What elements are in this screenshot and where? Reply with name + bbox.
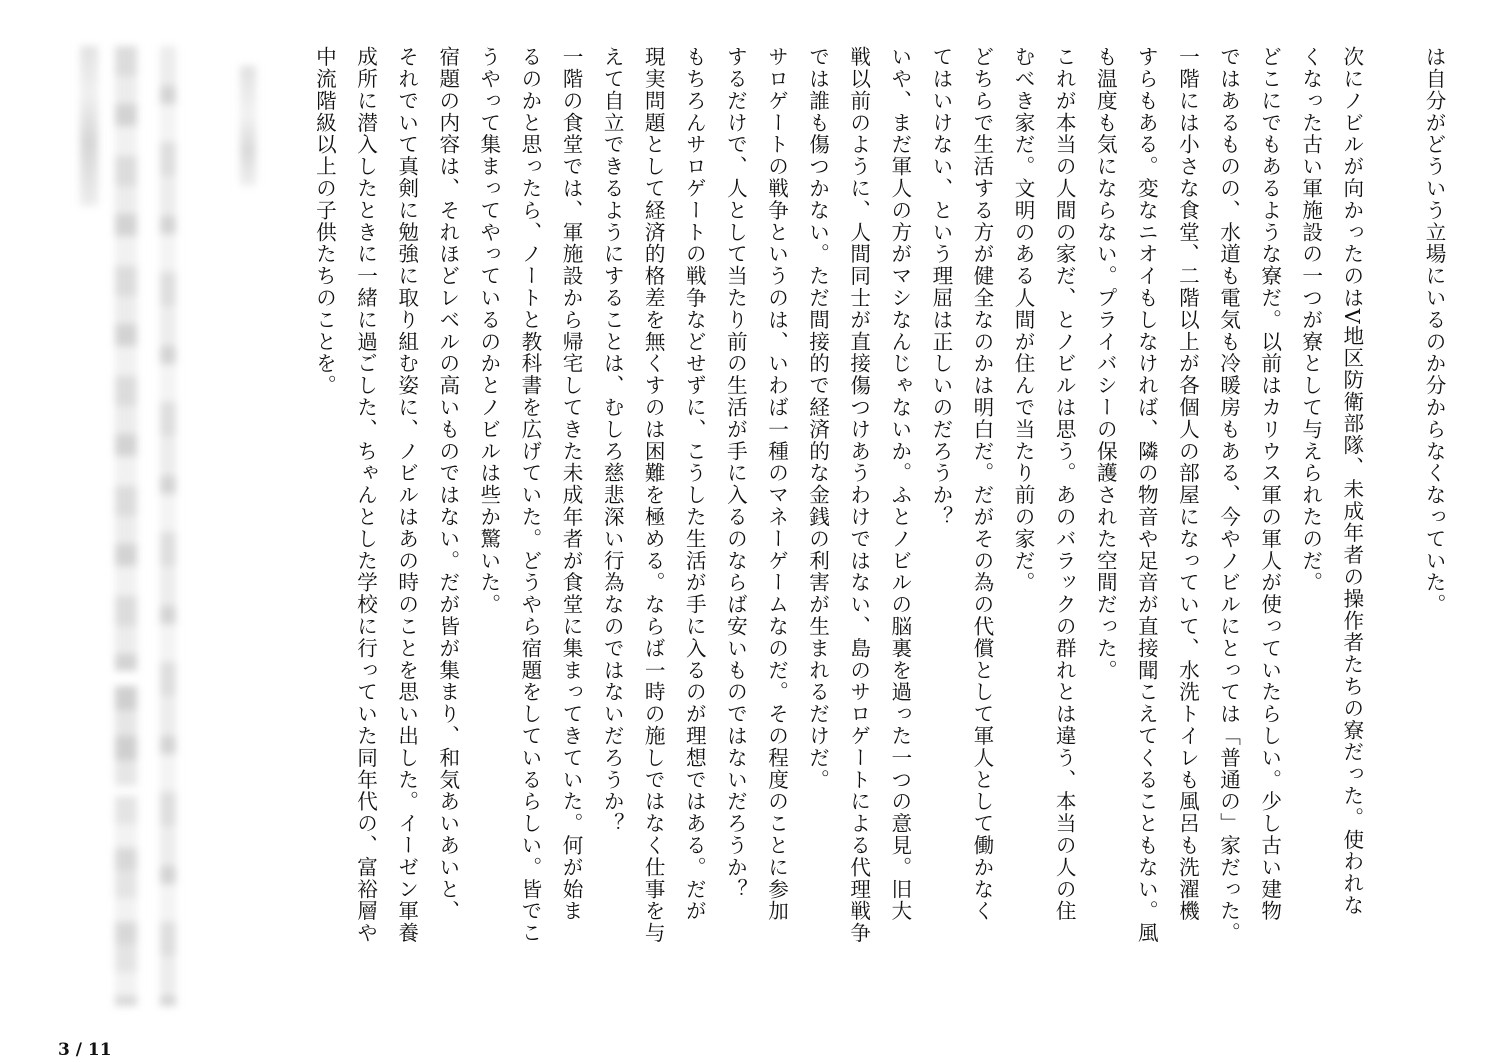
blur-column-6 bbox=[240, 66, 256, 186]
text-line: むべき家だ。文明のある人間が住んで当たり前の家だ。 bbox=[1011, 46, 1036, 594]
text-line: それでいて真剣に勉強に取り組む姿に、ノビルはあの時のことを思い出した。イーゼン軍養 bbox=[394, 46, 419, 944]
text-line: てはいけない、という理屈は正しいのだろうか？ bbox=[928, 46, 953, 528]
text-line: えて自立できるようにすることは、むしろ慈悲深い行為なのではないだろうか？ bbox=[600, 46, 625, 835]
vertical-text-body bbox=[304, 46, 1454, 1026]
blur-column-5 bbox=[160, 46, 176, 1006]
text-line: いや、まだ軍人の方がマシなんじゃないか。ふとノビルの脳裏を過った一つの意見。旧大 bbox=[887, 46, 912, 922]
text-line: 次にノビルが向かったのはV地区防衛部隊、未成年者の操作者たちの寮だった。使われな bbox=[1339, 46, 1364, 917]
blurred-next-page-preview bbox=[60, 46, 275, 1016]
blur-column-2 bbox=[115, 46, 137, 671]
text-line: 現実問題として経済的格差を無くすのは困難を極める。ならば一時の施しではなく仕事を与 bbox=[641, 46, 666, 944]
text-line: では誰も傷つかない。ただ間接的で経済的な金銭の利害が生まれるだけだ。 bbox=[805, 46, 830, 791]
text-line: も温度も気にならない。プライバシーの保護された空間だった。 bbox=[1093, 46, 1118, 682]
blur-column-1 bbox=[80, 46, 98, 206]
text-line: 成所に潜入したときに一緒に過ごした、ちゃんとした学校に行っていた同年代の、富裕層や bbox=[353, 46, 378, 944]
text-line: ではあるものの、水道も電気も冷暖房もある、今やノビルにとっては「普通の」家だった。 bbox=[1216, 46, 1241, 944]
blur-column-3 bbox=[115, 686, 137, 786]
page-indicator: 3 / 11 bbox=[58, 1040, 112, 1060]
text-line: すらもある。変なニオイもしなければ、隣の物音や足音が直接聞こえてくることもない。風 bbox=[1134, 46, 1159, 944]
text-line: するだけで、人として当たり前の生活が手に入るのならば安いものではないだろうか？ bbox=[723, 46, 748, 901]
blur-column-4 bbox=[115, 796, 137, 1006]
text-line: 宿題の内容は、それほどレベルの高いものではない。だが皆が集まり、和気あいあいと、 bbox=[435, 46, 460, 922]
text-line: 一階には小さな食堂、二階以上が各個人の部屋になっていて、水洗トイレも風呂も洗濯機 bbox=[1175, 46, 1200, 922]
text-line: は自分がどういう立場にいるのか分からなくなっていた。 bbox=[1422, 46, 1446, 616]
text-line: 一階の食堂では、軍施設から帰宅してきた未成年者が食堂に集まってきていた。何が始ま bbox=[559, 46, 584, 922]
text-line: どちらで生活する方が健全なのかは明白だ。だがその為の代償として軍人として働かなく bbox=[969, 46, 994, 922]
text-line: うやって集まってやっているのかとノビルは些か驚いた。 bbox=[476, 46, 501, 616]
text-line: 中流階級以上の子供たちのことを。 bbox=[312, 46, 337, 397]
blank-line bbox=[1372, 46, 1413, 1026]
text-line: くなった古い軍施設の一つが寮として与えられたのだ。 bbox=[1298, 46, 1323, 594]
text-line: これが本当の人間の家だ、とノビルは思う。あのバラックの群れとは違う、本当の人の住 bbox=[1052, 46, 1077, 922]
text-line: サロゲートの戦争というのは、いわば一種のマネーゲームなのだ。その程度のことに参加 bbox=[764, 46, 789, 922]
text-line: 戦以前のように、人間同士が直接傷つけあうわけではない、島のサロゲートによる代理戦争 bbox=[846, 46, 871, 944]
text-line: もちろんサロゲートの戦争などせずに、こうした生活が手に入るのが理想ではある。だが bbox=[682, 46, 707, 922]
text-line: るのかと思ったら、ノートと教科書を広げていた。どうやら宿題をしているらしい。皆でこ bbox=[517, 46, 542, 944]
text-line: どこにでもあるような寮だ。以前はカリウス軍の軍人が使っていたらしい。少し古い建物 bbox=[1257, 46, 1282, 922]
